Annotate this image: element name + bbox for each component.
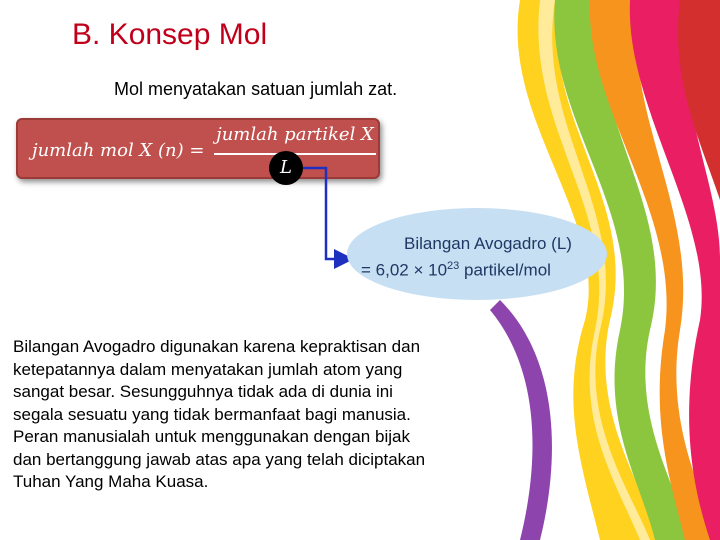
avogadro-label: Bilangan Avogadro (L) (404, 234, 572, 253)
paragraph-line: Tuhan Yang Maha Kuasa. (13, 472, 209, 491)
avogadro-value: = $6,02 \times 10^{23}$ partikel/mol (361, 260, 551, 280)
formula-numerator: jumlah partikel X (216, 124, 374, 145)
formula-lhs: jumlah mol X (n) = (32, 140, 205, 161)
slide-subtitle: Mol menyatakan satuan jumlah zat. (114, 79, 398, 99)
body-paragraph (13, 336, 513, 494)
paragraph-line: Bilangan Avogadro digunakan karena kepraktisan dan (13, 337, 421, 356)
paragraph-line: sangat besar. Sesungguhnya tidak ada di dunia ini (13, 382, 393, 401)
mol-formula-box (16, 118, 380, 179)
paragraph-line: dan bertanggung jawab atas apa yang telah diciptakan (13, 449, 426, 469)
paragraph-line: segala sesuatu yang tidak bermanfaat bagi manusia. (13, 404, 411, 424)
slide-title: B. Konsep Mol (72, 18, 268, 51)
paragraph-line: ketepatannya dalam menyatakan jumlah atom yang (13, 359, 403, 379)
avogadro-exponent: 23 (447, 260, 460, 272)
formula-denominator-circle: L (269, 151, 303, 185)
avogadro-bubble (347, 208, 607, 300)
paragraph-line: Peran manusialah untuk menggunakan dengan bijak (13, 427, 410, 446)
